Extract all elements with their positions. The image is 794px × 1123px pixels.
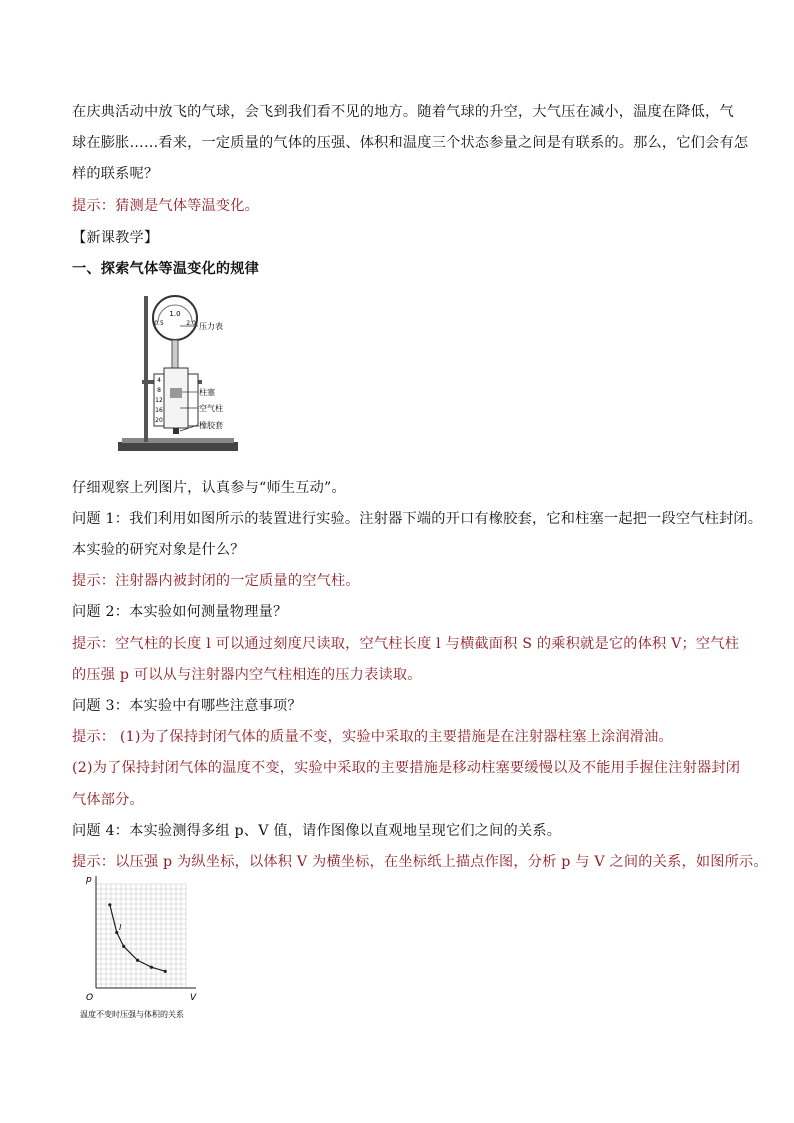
label-plunger: 柱塞 [199,388,215,397]
data-point [136,959,139,962]
label-pressure-gauge: 压力表 [199,322,223,331]
pv-chart [80,870,220,1022]
heading-explore: 一、探索气体等温变化的规律 [72,261,260,277]
gauge-label-right: 2.0 [186,320,196,327]
intro-line-2: 球在膨胀……看来，一定质量的气体的压强、体积和温度三个状态参量之间是有联系的。那么，它们会有怎 [72,135,749,151]
scale-mark-5: 20 [155,417,163,424]
answer-2-a: 提示：空气柱的长度 l 可以通过刻度尺读取，空气柱长度 l 与横截面积 S 的乘积就是它的体积 V；空气柱 [72,636,740,652]
data-point [164,970,167,973]
data-point [108,903,111,906]
question-1-b: 本实验的研究对象是什么？ [72,542,245,558]
answer-3-c: 气体部分。 [72,792,144,808]
data-point [150,966,153,969]
label-air-column: 空气柱 [199,404,223,413]
answer-4: 提示：以压强 p 为纵坐标，以体积 V 为横坐标，在坐标纸上描点作图，分析 p 与 V 之间的关系，如图所示。 [72,854,768,870]
answer-2-b: 的压强 p 可以从与注射器内空气柱相连的压力表读取。 [72,667,422,683]
scale-mark-1: 4 [157,377,161,384]
answer-1: 提示：注射器内被封闭的一定质量的空气柱。 [72,573,360,589]
apparatus-figure [118,292,268,460]
curve-label: l [119,923,122,932]
question-4: 问题 4：本实验测得多组 p、V 值，请作图像以直观地呈现它们之间的关系。 [72,823,562,839]
intro-line-1: 在庆典活动中放飞的气球，会飞到我们看不见的地方。随着气球的升空，大气压在减小，温度在降低，气 [72,104,734,120]
observe-line: 仔细观察上列图片，认真参与“师生互动”。 [72,480,346,496]
x-axis-label: V [190,993,197,1003]
data-point [122,945,125,948]
answer-3-a: 提示： (1)为了保持封闭气体的质量不变，实验中采取的主要措施是在注射器柱塞上涂润滑油。 [72,729,673,745]
scale-mark-3: 12 [155,397,163,404]
origin-label: O [86,993,94,1003]
gauge-label-left: 0.5 [154,320,164,327]
gauge-label-center: 1.0 [169,310,181,318]
label-rubber-sleeve: 橡胶套 [199,421,223,430]
intro-line-3: 样的联系呢？ [72,166,159,182]
chart-caption: 温度不变时压强与体积的关系 [80,1010,184,1019]
scale-mark-4: 16 [155,407,163,414]
question-2: 问题 2：本实验如何测量物理量？ [72,604,288,620]
chart-points [108,903,167,973]
y-axis-label: p [86,875,92,885]
chart-grid [96,884,186,988]
question-3: 问题 3：本实验中有哪些注意事项？ [72,698,302,714]
data-point [115,931,118,934]
answer-3-b: (2)为了保持封闭气体的温度不变，实验中采取的主要措施是移动柱塞要缓慢以及不能用手握住注射器封闭 [72,760,741,776]
section-new-lesson: 【新课教学】 [72,230,159,246]
hint-guess: 提示：猜测是气体等温变化。 [72,198,260,214]
scale-mark-2: 8 [157,387,161,394]
question-1-a: 问题 1：我们利用如图所示的装置进行实验。注射器下端的开口有橡胶套，它和柱塞一起把一段空气柱封闭。 [72,511,763,527]
